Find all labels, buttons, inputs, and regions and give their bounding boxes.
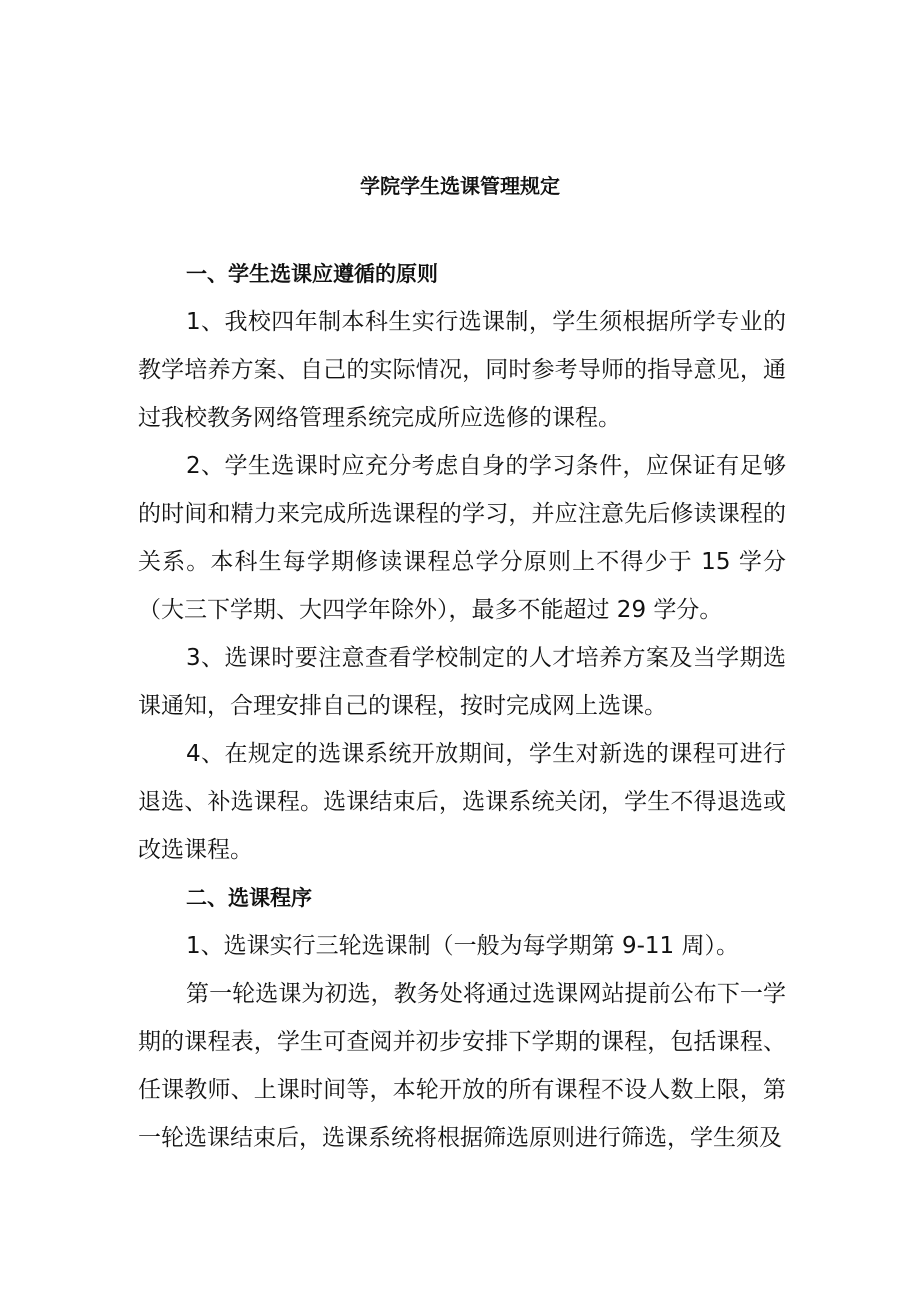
document-body bbox=[138, 250, 786, 1162]
paragraph: 4、在规定的选课系统开放期间，学生对新选的课程可进行退选、补选课程。选课结束后，选课系统关闭，学生不得退选或改选课程。 bbox=[138, 741, 786, 863]
section-heading-principles: 一、学生选课应遵循的原则 bbox=[186, 262, 438, 286]
paragraph: 3、选课时要注意查看学校制定的人才培养方案及当学期选课通知，合理安排自己的课程，按时完成网上选课。 bbox=[138, 645, 786, 719]
paragraph: 1、我校四年制本科生实行选课制，学生须根据所学专业的教学培养方案、自己的实际情况，同时参考导师的指导意见，通过我校教务网络管理系统完成所应选修的课程。 bbox=[138, 309, 786, 431]
paragraph: 1、选课实行三轮选课制（一般为每学期第 9-11 周）。 bbox=[186, 933, 739, 959]
paragraph: 第一轮选课为初选，教务处将通过选课网站提前公布下一学期的课程表，学生可查阅并初步安排下学期的课程，包括课程、任课教师、上课时间等，本轮开放的所有课程不设人数上限，第一轮选课结束后，选课系统将根据筛选原则进行筛选，学生须及 bbox=[138, 981, 786, 1151]
section-heading-procedure: 二、选课程序 bbox=[186, 886, 312, 910]
document-title: 学院学生选课管理规定 bbox=[360, 174, 560, 198]
paragraph: 2、学生选课时应充分考虑自身的学习条件，应保证有足够的时间和精力来完成所选课程的学习，并应注意先后修读课程的关系。本科生每学期修读课程总学分原则上不得少于 15 学分（大三下学期、大四学年除外），最多不能超过 29 学分。 bbox=[138, 453, 786, 623]
